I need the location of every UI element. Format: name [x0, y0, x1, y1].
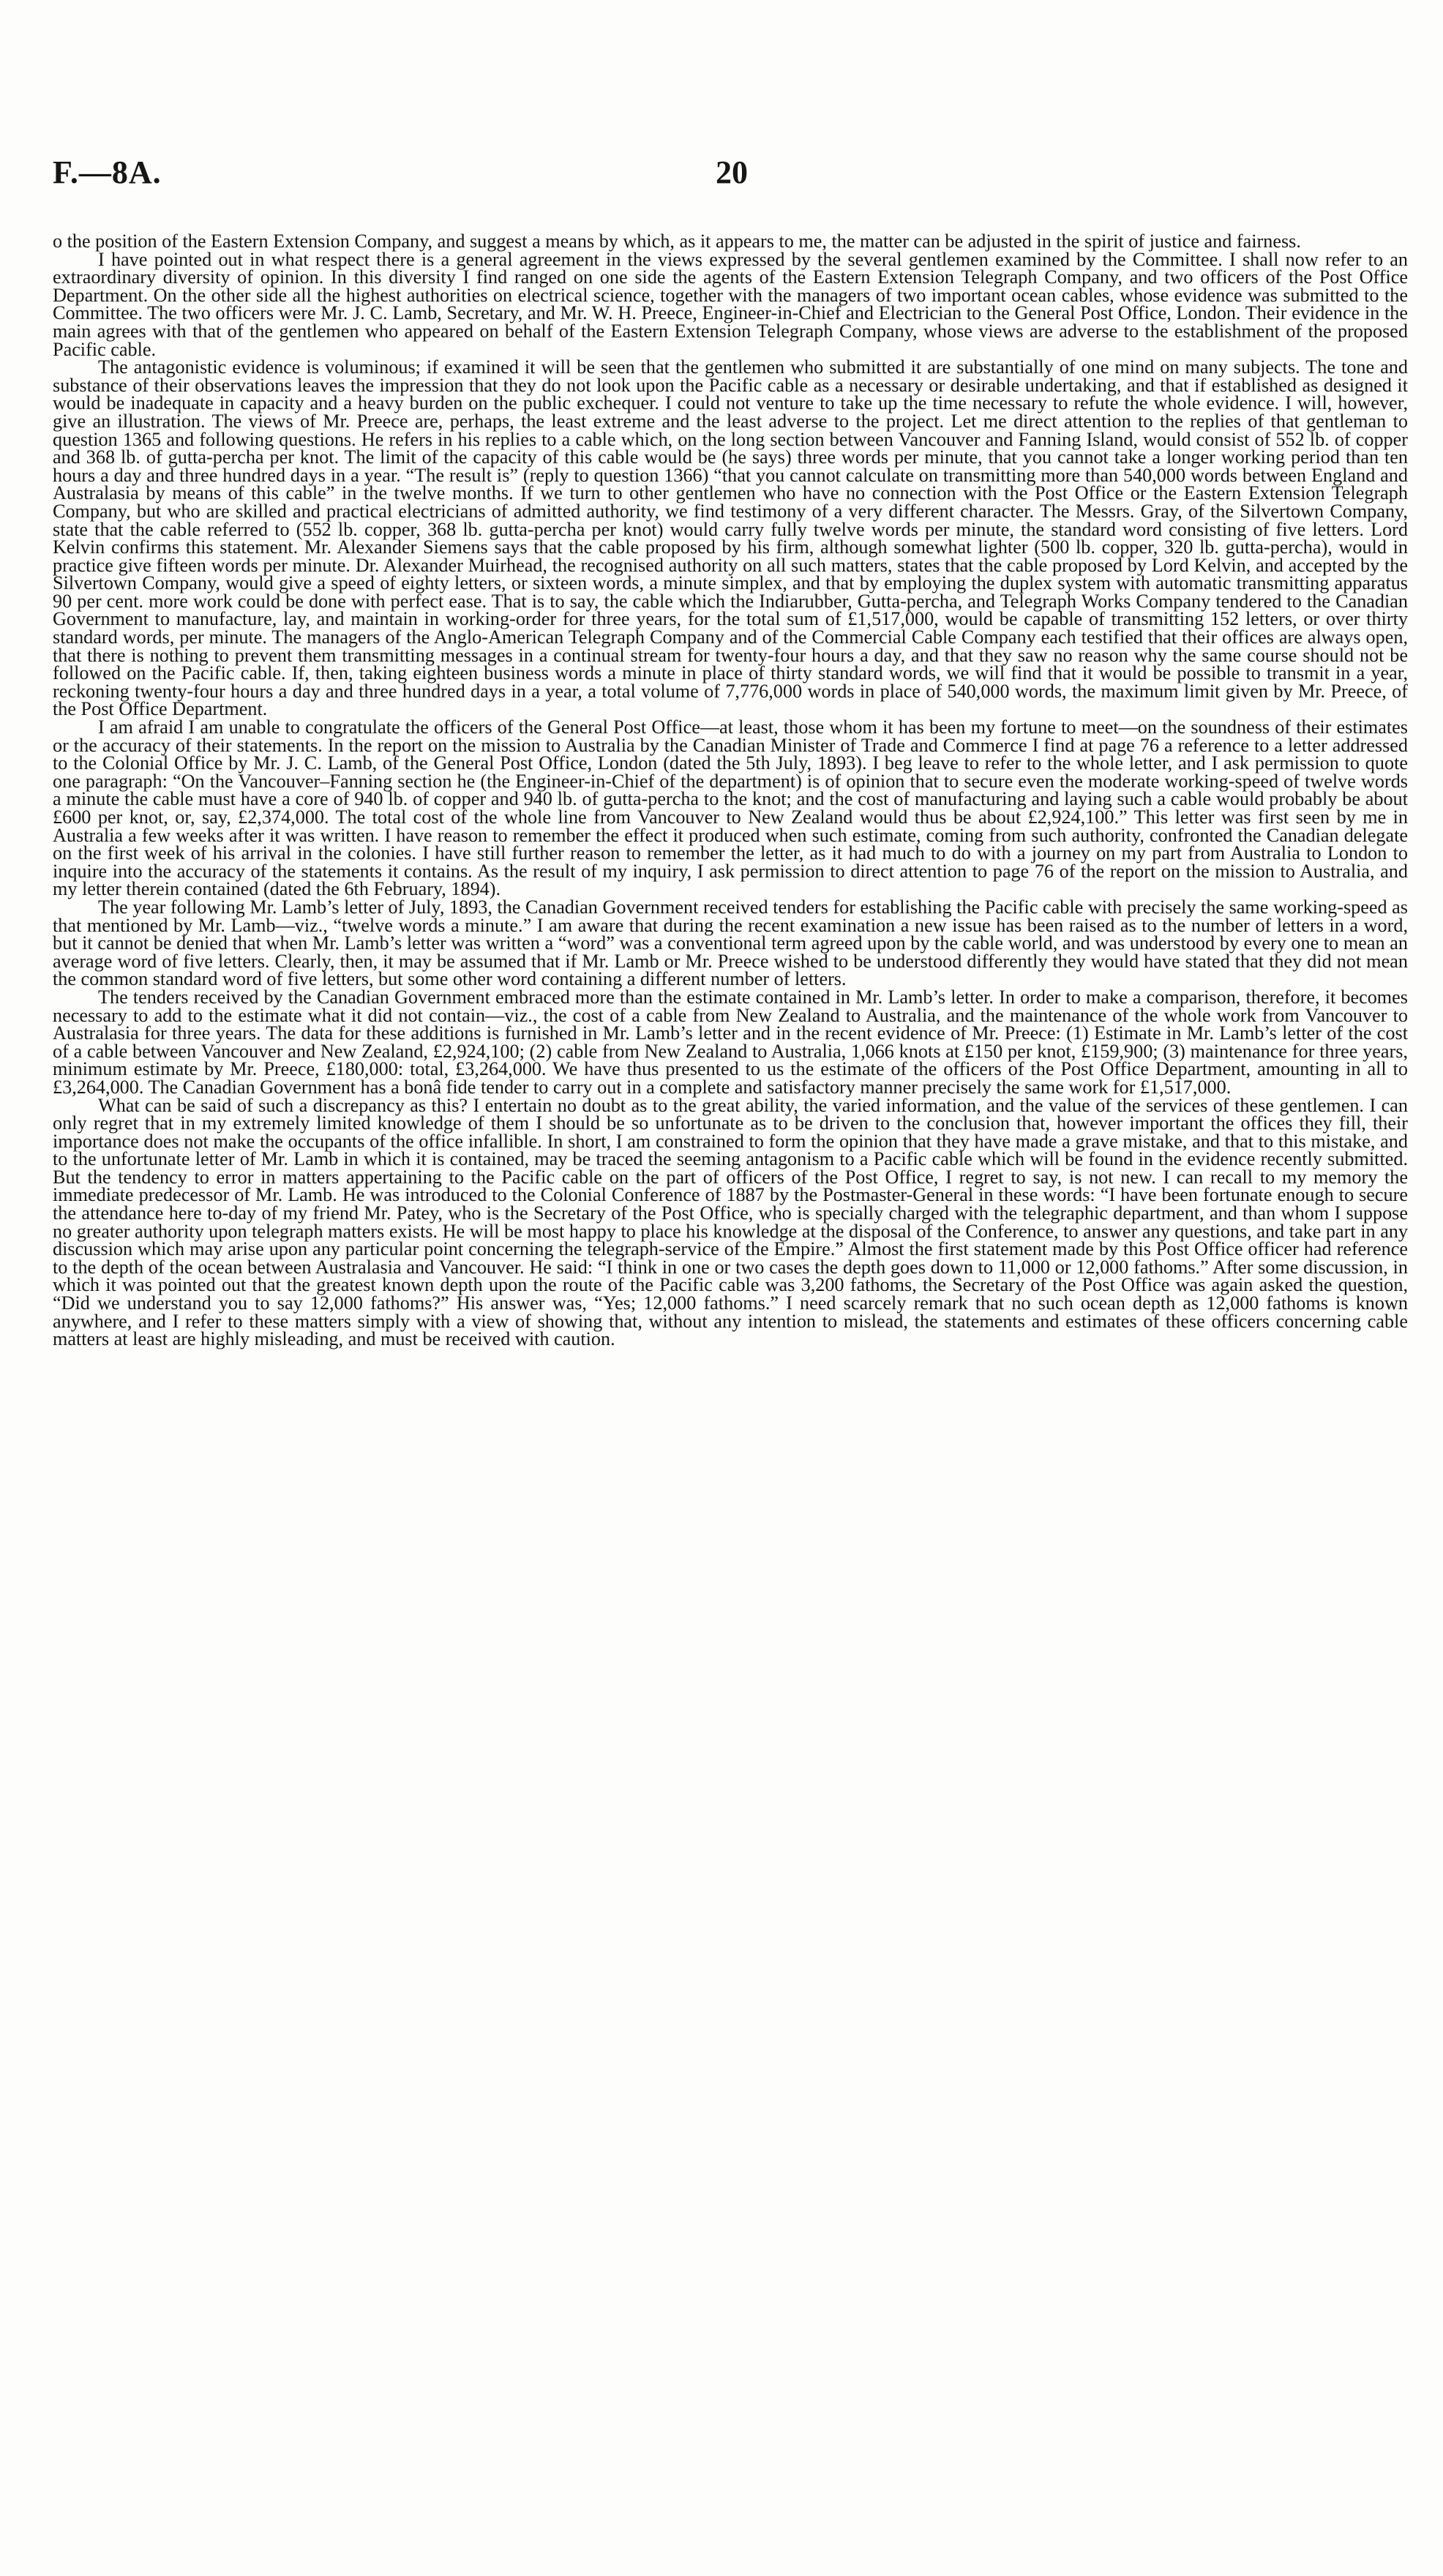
page-header	[53, 154, 1408, 198]
paragraph-antagonistic-evidence: The antagonistic evidence is voluminous; if examined it will be seen that the gentlemen who submitted it are substantially of one mind on many subjects. The tone and substance of their observations leaves the impression that they do not look upon the Pacific cable as a necessary or desirable undertaking, and that if established as designed it would be inadequate in capacity and a heavy burden on the public exchequer. I could not venture to take up the time necessary to refute the whole evidence. I will, however, give an illustration. The views of Mr. Preece are, perhaps, the least extreme and the least adverse to the project. Let me direct attention to the replies of that gentleman to question 1365 and following questions. He refers in his replies to a cable which, on the long section between Vancouver and Fanning Island, would consist of 552 lb. of copper and 368 lb. of gutta-percha per knot. The limit of the capacity of this cable would be (he says) three words per minute, that you cannot take a longer working period than ten hours a day and three hundred days in a year. “The result is” (reply to question 1366) “that you cannot calculate on transmitting more than 540,000 words between England and Australasia by means of this cable” in the twelve months. If we turn to other gentlemen who have no connection with the Post Office or the Eastern Extension Telegraph Company, but who are skilled and practical electricians of admitted authority, we find testimony of a very different character. The Messrs. Gray, of the Silvertown Company, state that the cable referred to (552 lb. copper, 368 lb. gutta-percha per knot) would carry fully twelve words per minute, the standard word consisting of five letters. Lord Kelvin confirms this statement. Mr. Alexander Siemens says that the cable proposed by his firm, although somewhat lighter (500 lb. copper, 320 lb. gutta-percha), would in practice give fifteen words per minute. Dr. Alexander Muirhead, the recognised authority on all such matters, states that the cable proposed by Lord Kelvin, and accepted by the Silvertown Company, would give a speed of eighty letters, or sixteen words, a minute simplex, and that by employing the duplex system with automatic transmitting apparatus 90 per cent. more work could be done with perfect ease. That is to say, the cable which the Indiarubber, Gutta-percha, and Telegraph Works Company tendered to the Canadian Government to manufacture, lay, and maintain in working-order for three years, for the total sum of £1,517,000, would be capable of transmitting 152 letters, or over thirty standard words, per minute. The managers of the Anglo-American Telegraph Company and of the Commercial Cable Company each testified that their offices are always open, that there is nothing to prevent them transmitting messages in a continual stream for twenty-four hours a day, and that they saw no reason why the same course should not be followed on the Pacific cable. If, then, taking eighteen business words a minute in place of thirty standard words, we will find that it would be possible to transmit in a year, reckoning twenty-four hours a day and three hundred days in a year, a total volume of 7,776,000 words in place of 540,000 words, the maximum limit given by Mr. Preece, of the Post Office Department.	[53, 356, 1408, 720]
paragraph-tender-comparison: The tenders received by the Canadian Government embraced more than the estimate contained in Mr. Lamb’s letter. In order to make a comparison, therefore, it becomes necessary to add to the estimate what it did not contain—viz., the cost of a cable from New Zealand to Australia, and the maintenance of the whole work from Vancouver to Australasia for three years. The data for these additions is furnished in Mr. Lamb’s letter and in the recent evidence of Mr. Preece: (1) Estimate in Mr. Lamb’s letter of the cost of a cable between Vancouver and New Zealand, £2,924,100; (2) cable from New Zealand to Australia, 1,066 knots at £150 per knot, £159,900; (3) maintenance for three years, minimum estimate by Mr. Preece, £180,000: total, £3,264,000. We have thus presented to us the estimate of the officers of the Post Office Department, amounting in all to £3,264,000. The Canadian Government has a bonâ fide tender to carry out in a complete and satisfactory manner precisely the same work for £1,517,000.	[53, 986, 1408, 1098]
paragraph-discrepancy: What can be said of such a discrepancy as this? I entertain no doubt as to the great ability, the varied information, and the value of the services of these gentlemen. I can only regret that in my extremely limited knowledge of them I should be so unfortunate as to be driven to the conclusion that, however important the offices they fill, their importance does not make the occupants of the office infallible. In short, I am constrained to form the opinion that they have made a grave mistake, and that to this mistake, and to the unfortunate letter of Mr. Lamb in which it is contained, may be traced the seeming antagonism to a Pacific cable which will be found in the evidence recently submitted. But the tendency to error in matters appertaining to the Pacific cable on the part of officers of the Post Office, I regret to say, is not new. I can recall to my memory the immediate predecessor of Mr. Lamb. He was introduced to the Colonial Conference of 1887 by the Postmaster-General in these words: “I have been fortunate enough to secure the attendance here to-day of my friend Mr. Patey, who is the Secretary of the Post Office, who is specially charged with the telegraphic department, and than whom I suppose no greater authority upon telegraph matters exists. He will be most happy to place his knowledge at the disposal of the Conference, to answer any questions, and take part in any discussion which may arise upon any particular point concerning the telegraph-service of the Empire.” Almost the first statement made by this Post Office officer had reference to the depth of the ocean between Australasia and Vancouver. He said: “I think in one or two cases the depth goes down to 11,000 or 12,000 fathoms.” After some discussion, in which it was pointed out that the greatest known depth upon the route of the Pacific cable was 3,200 fathoms, the Secretary of the Post Office was again asked the question, “Did we understand you to say 12,000 fathoms?” His answer was, “Yes; 12,000 fathoms.” I need scarcely remark that no such ocean depth as 12,000 fathoms is known anywhere, and I refer to these matters simply with a view of showing that, without any intention to mislead, the statements and estimates of these officers concerning cable matters at least are highly misleading, and must be received with caution.	[53, 1094, 1408, 1350]
paragraph-post-office-estimates: I am afraid I am unable to congratulate the officers of the General Post Office—at least, those whom it has been my fortune to meet—on the soundness of their estimates or the accuracy of their statements. In the report on the mission to Australia by the Canadian Minister of Trade and Commerce I find at page 76 a reference to a letter addressed to the Colonial Office by Mr. J. C. Lamb, of the General Post Office, London (dated the 5th July, 1893). I beg leave to refer to the whole letter, and I ask permission to quote one paragraph: “On the Vancouver–Fanning section he (the Engineer-in-Chief of the department) is of opinion that to secure even the moderate working-speed of twelve words a minute the cable must have a core of 940 lb. of copper and 940 lb. of gutta-percha to the knot; and the cost of manufacturing and laying such a cable would probably be about £600 per knot, or, say, £2,374,000. The total cost of the whole line from Vancouver to New Zealand would thus be about £2,924,100.” This letter was first seen by me in Australia a few weeks after it was written. I have reason to remember the effect it produced when such estimate, coming from such authority, confronted the Canadian delegate on the first week of his arrival in the colonies. I have still further reason to remember the letter, as it had much to do with a journey on my part from Australia to London to inquire into the accuracy of the statements it contains. As the result of my inquiry, I ask permission to direct attention to page 76 of the report on the mission to Australia, and my letter therein contained (dated the 6th February, 1894).	[53, 716, 1408, 900]
body-text	[53, 233, 1408, 1349]
paragraph-diversity-of-opinion: I have pointed out in what respect there is a general agreement in the views expressed by the several gentlemen examined by the Committee. I shall now refer to an extraordinary diversity of opinion. In this diversity I find ranged on one side the agents of the Eastern Extension Telegraph Company, and two officers of the Post Office Department. On the other side all the highest authorities on electrical science, together with the managers of two important ocean cables, whose evidence was submitted to the Committee. The two officers were Mr. J. C. Lamb, Secretary, and Mr. W. H. Preece, Engineer-in-Chief and Electrician to the General Post Office, London. Their evidence in the main agrees with that of the gentlemen who appeared on behalf of the Eastern Extension Telegraph Company, whose views are adverse to the establishment of the proposed Pacific cable.	[53, 248, 1408, 360]
document-reference: F.—8A.	[53, 154, 162, 190]
page-number: 20	[716, 154, 748, 190]
paragraph-tenders-1893: The year following Mr. Lamb’s letter of July, 1893, the Canadian Government received tenders for establishing the Pacific cable with precisely the same working-speed as that mentioned by Mr. Lamb—viz., “twelve words a minute.” I am aware that during the recent examination a new issue has been raised as to the number of letters in a word, but it cannot be denied that when Mr. Lamb’s letter was written a “word” was a conventional term agreed upon by the cable world, and was understood by every one to mean an average word of five letters. Clearly, then, it may be assumed that if Mr. Lamb or Mr. Preece wished to be understood differently they would have stated that they did not mean the common standard word of five letters, but some other word containing a different number of letters.	[53, 896, 1408, 990]
paragraph-continuation: o the position of the Eastern Extension Company, and suggest a means by which, as it appears to me, the matter can be adjusted in the spirit of justice and fairness.	[53, 231, 1301, 252]
